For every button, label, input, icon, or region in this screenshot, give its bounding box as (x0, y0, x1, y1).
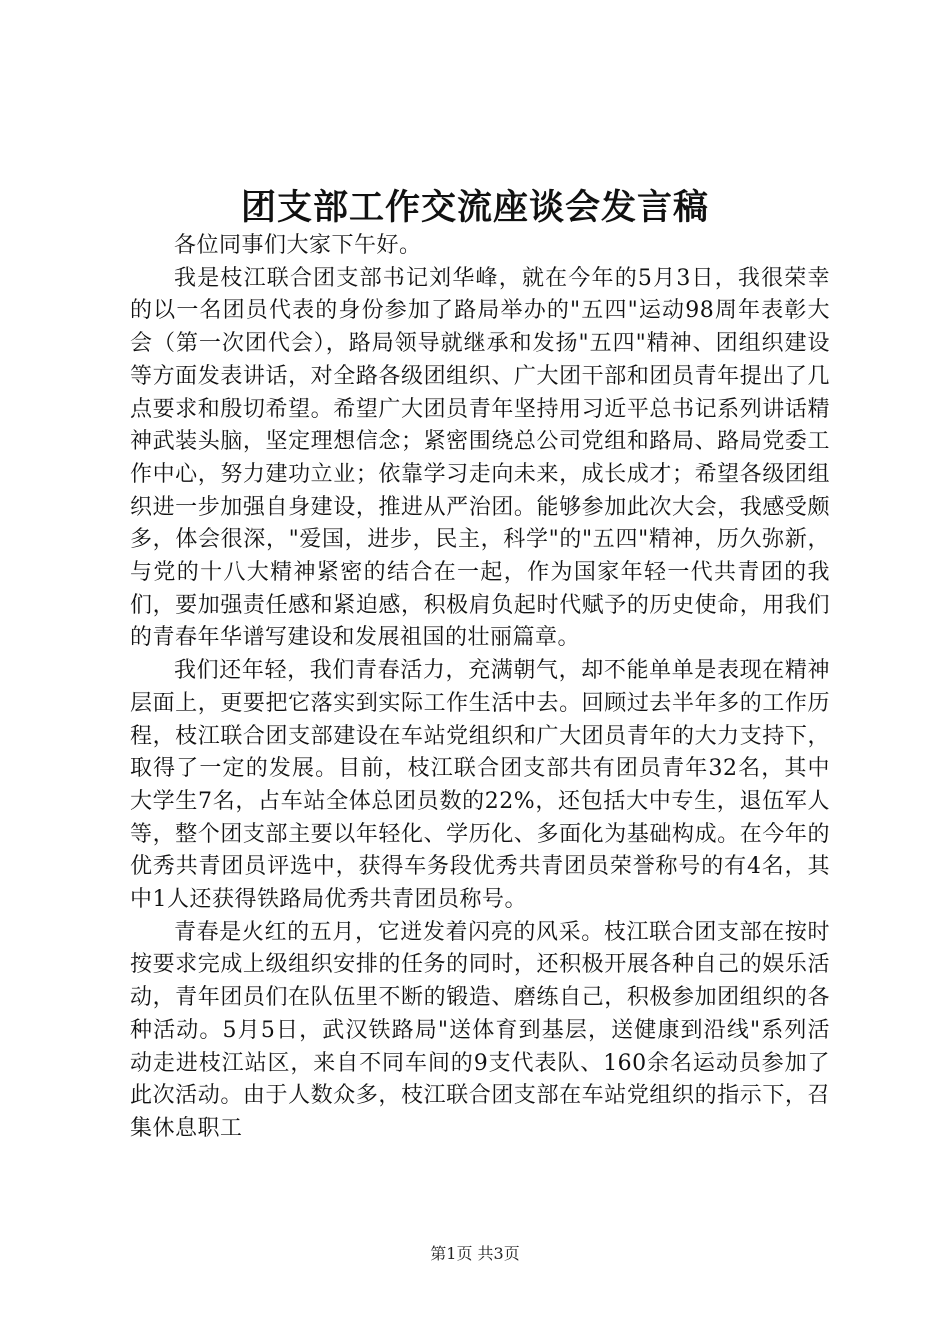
paragraph: 我是枝江联合团支部书记刘华峰，就在今年的5月3日，我很荣幸的以一名团员代表的身份参加了路局举办的"五四"运动98周年表彰大会（第一次团代会），路局领导就继承和发扬"五四"精神、团组织建设等方面发表讲话，对全路各级团组织、广大团干部和团员青年提出了几点要求和殷切希望。希望广大团员青年坚持用习近平总书记系列讲话精神武装头脑，坚定理想信念；紧密围绕总公司党组和路局、路局党委工作中心，努力建功立业；依靠学习走向未来，成长成才；希望各级团组织进一步加强自身建设，推进从严治团。能够参加此次大会，我感受颇多，体会很深，"爱国，进步，民主，科学"的"五四"精神，历久弥新，与党的十八大精神紧密的结合在一起，作为国家年轻一代共青团的我们，要加强责任感和紧迫感，积极肩负起时代赋予的历史使命，用我们的青春年华谱写建设和发展祖国的壮丽篇章。 (130, 265, 830, 651)
paragraph: 我们还年轻，我们青春活力，充满朝气，却不能单单是表现在精神层面上，更要把它落实到实际工作生活中去。回顾过去半年多的工作历程，枝江联合团支部建设在车站党组织和广大团员青年的大力支持下，取得了一定的发展。目前，枝江联合团支部共有团员青年32名，其中大学生7名，占车站全体总团员数的22%，还包括大中专生，退伍军人等，整个团支部主要以年轻化、学历化、多面化为基础构成。在今年的优秀共青团员评选中，获得车务段优秀共青团员荣誉称号的有4名，其中1人还获得铁路局优秀共青团员称号。 (130, 658, 830, 913)
document-body (130, 230, 830, 1146)
document-title: 团支部工作交流座谈会发言稿 (240, 187, 709, 228)
paragraph: 青春是火红的五月，它迸发着闪亮的风采。枝江联合团支部在按时按要求完成上级组织安排的任务的同时，还积极开展各种自己的娱乐活动，青年团员们在队伍里不断的锻造、磨练自己，积极参加团组织的各种活动。5月5日，武汉铁路局"送体育到基层，送健康到沿线"系列活动走进枝江站区，来自不同车间的9支代表队、160余名运动员参加了此次活动。由于人数众多，枝江联合团支部在车站党组织的指示下，召集休息职工 (130, 919, 830, 1141)
paragraph-greeting: 各位同事们大家下午好。 (174, 233, 422, 258)
page-footer: 第1页 共3页 (430, 1244, 520, 1263)
